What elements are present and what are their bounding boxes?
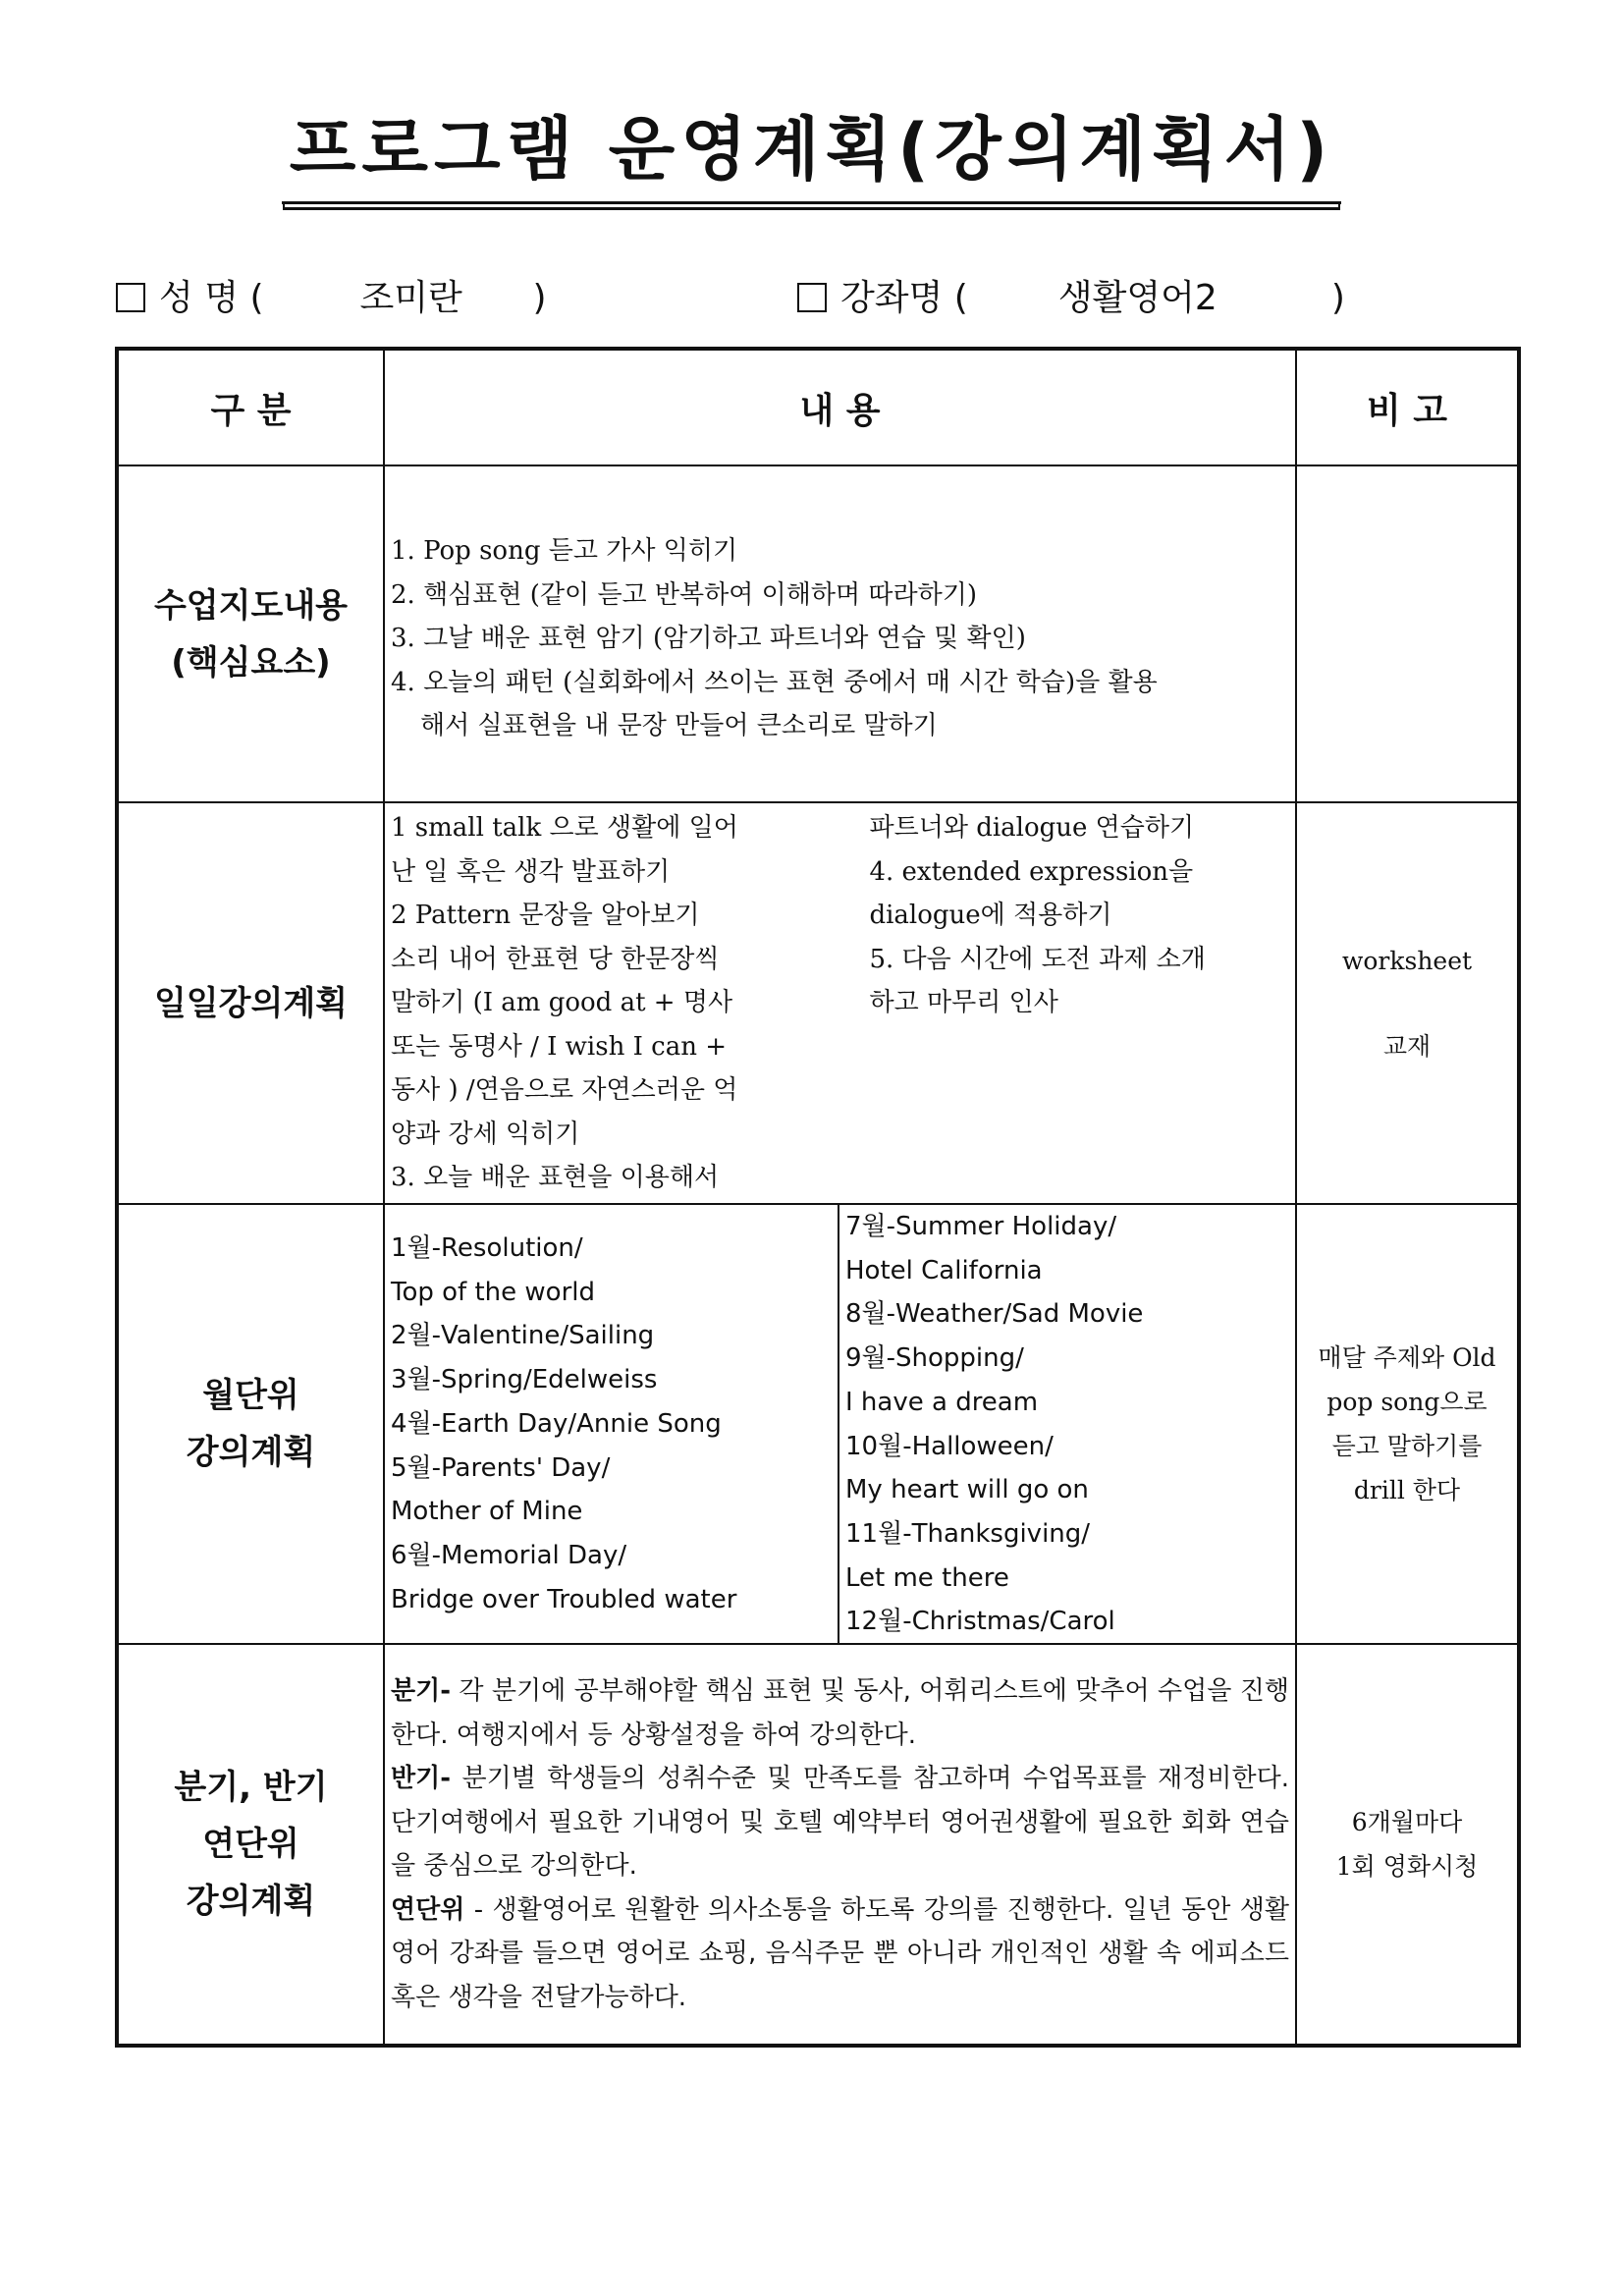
note-line: drill 한다	[1353, 1476, 1461, 1504]
month-line: 12월-Christmas/Carol	[845, 1607, 1115, 1637]
row-category	[117, 1204, 384, 1644]
row-content	[384, 465, 1296, 802]
plan-table	[115, 347, 1521, 2048]
table-row-monthly-plan	[117, 1204, 1519, 1644]
row-content	[384, 1644, 1296, 2046]
month-line: Let me there	[845, 1562, 1009, 1593]
month-line: 4월-Earth Day/Annie Song	[391, 1408, 722, 1439]
note-line: 매달 주제와 Old	[1318, 1343, 1496, 1372]
content-line: 난 일 혹은 생각 발표하기	[391, 856, 671, 887]
category-line: 연단위	[202, 1825, 299, 1864]
paragraph-label: 연단위	[391, 1894, 465, 1925]
checkbox-icon	[116, 283, 145, 312]
month-line: My heart will go on	[845, 1475, 1089, 1505]
month-line: 7월-Summer Holiday/	[845, 1212, 1117, 1241]
note-line: 6개월마다	[1351, 1808, 1463, 1836]
course-label: 강좌명 (	[840, 278, 968, 318]
row-note	[1296, 465, 1519, 802]
quarter-paragraph	[391, 1669, 1289, 1757]
content-line: 5. 다음 시간에 도전 과제 소개	[869, 944, 1206, 974]
monthly-right-column	[839, 1205, 1295, 1643]
category-line: 월단위	[202, 1376, 299, 1415]
row-category	[117, 1644, 384, 2046]
row-content	[384, 802, 1296, 1204]
content-line: 또는 동명사 / I wish I can +	[391, 1031, 727, 1062]
daily-right-column	[869, 806, 1289, 1200]
month-line: Bridge over Troubled water	[391, 1584, 737, 1614]
content-line: 해서 실표현을 내 문장 만들어 큰소리로 말하기	[420, 711, 938, 741]
table-row-core-content	[117, 465, 1519, 802]
paragraph-label: 반기-	[391, 1764, 452, 1793]
table-row-quarterly-plan	[117, 1644, 1519, 2046]
note-line: pop song으로	[1326, 1388, 1488, 1416]
month-line: Hotel California	[845, 1255, 1043, 1285]
course-value: 생활영어2	[1057, 278, 1217, 318]
row-category	[117, 465, 384, 802]
paragraph-text: 분기별 학생들의 성취수준 및 만족도를 참고하며 수업목표를 재정비한다. 단기여행에서 필요한 기내영어 및 호텔 예약부터 영어권생활에 필요한 회화 연습을 중심으로 강의한다.	[391, 1764, 1289, 1881]
month-line: 6월-Memorial Day/	[391, 1540, 627, 1570]
month-line: 10월-Halloween/	[845, 1431, 1054, 1461]
month-line: 8월-Weather/Sad Movie	[845, 1299, 1144, 1330]
month-line: 3월-Spring/Edelweiss	[391, 1365, 658, 1395]
month-line: 11월-Thanksgiving/	[845, 1518, 1091, 1549]
category-line: 수업지도내용	[153, 585, 349, 626]
category-line: 강의계획	[186, 1882, 316, 1921]
month-line: 1월-Resolution/	[391, 1233, 583, 1263]
month-line: Mother of Mine	[391, 1497, 583, 1527]
title-text: 프로그램 운영계획(강의계획서)	[282, 94, 1341, 204]
paragraph-label: 분기-	[391, 1676, 452, 1706]
category-line: 일일강의계획	[153, 983, 349, 1023]
month-line: 9월-Shopping/	[845, 1343, 1024, 1374]
content-line: 1. Pop song 듣고 가사 익히기	[391, 536, 738, 567]
content-line: 4. 오늘의 패턴 (실회화에서 쓰이는 표현 중에서 매 시간 학습)을 활용	[391, 667, 1158, 697]
month-line: Top of the world	[391, 1277, 595, 1307]
note-line: 듣고 말하기를	[1331, 1432, 1483, 1460]
content-line: dialogue에 적용하기	[869, 901, 1112, 931]
note-line: 1회 영화시청	[1335, 1852, 1479, 1881]
name-close: )	[532, 278, 547, 318]
header-category: 구 분	[117, 349, 384, 465]
document-title	[0, 94, 1623, 204]
course-name-field	[797, 275, 1345, 322]
paragraph-text: - 생활영어로 원활한 의사소통을 하도록 강의를 진행한다. 일년 동안 생활영어 강좌를 들으면 영어로 쇼핑, 음식주문 뿐 아니라 개인적인 생활 속 에피소드 혹은 생각을 전달가능하다.	[391, 1894, 1289, 2012]
course-close: )	[1330, 278, 1345, 318]
year-paragraph	[391, 1888, 1289, 2020]
name-label: 성 명 (	[159, 278, 264, 318]
content-line: 하고 마무리 인사	[869, 988, 1058, 1018]
content-line: 3. 오늘 배운 표현을 이용해서	[391, 1163, 720, 1193]
note-line: 교재	[1382, 1031, 1432, 1061]
table-row-daily-plan	[117, 802, 1519, 1204]
content-line: 3. 그날 배운 표현 암기 (암기하고 파트너와 연습 및 확인)	[391, 624, 1026, 654]
category-line: (핵심요소)	[171, 642, 331, 683]
paragraph-text: 각 분기에 공부해야할 핵심 표현 및 동사, 어휘리스트에 맞추어 수업을 진행한다. 여행지에서 등 상황설정을 하여 강의한다.	[391, 1676, 1289, 1750]
month-line: 5월-Parents' Day/	[391, 1452, 611, 1483]
month-line: I have a dream	[845, 1387, 1039, 1417]
content-line: 말하기 (I am good at + 명사	[391, 988, 733, 1018]
content-line: 양과 강세 익히기	[391, 1119, 580, 1149]
table-header-row	[117, 349, 1519, 465]
instructor-name-field	[116, 275, 547, 322]
content-line: 동사 ) /연음으로 자연스러운 억	[391, 1075, 738, 1106]
category-line: 분기, 반기	[174, 1768, 328, 1807]
content-line: 소리 내어 한표현 당 한문장씩	[391, 944, 720, 974]
row-note	[1296, 1204, 1519, 1644]
half-year-paragraph	[391, 1757, 1289, 1888]
row-category	[117, 802, 384, 1204]
header-content: 내 용	[384, 349, 1296, 465]
row-content	[384, 1204, 1296, 1644]
row-note	[1296, 802, 1519, 1204]
daily-left-column	[391, 806, 820, 1200]
name-value: 조미란	[359, 278, 462, 318]
header-note: 비 고	[1296, 349, 1519, 465]
content-line: 4. extended expression을	[869, 856, 1194, 887]
monthly-left-column	[385, 1205, 839, 1643]
content-line: 2. 핵심표현 (같이 듣고 반복하여 이해하며 따라하기)	[391, 579, 978, 610]
checkbox-icon	[797, 283, 827, 312]
category-line: 강의계획	[186, 1433, 316, 1472]
row-note	[1296, 1644, 1519, 2046]
content-line: 1 small talk 으로 생활에 일어	[391, 813, 738, 844]
month-line: 2월-Valentine/Sailing	[391, 1321, 655, 1351]
note-line: worksheet	[1341, 946, 1473, 975]
content-line: 2 Pattern 문장을 알아보기	[391, 901, 700, 931]
content-line: 파트너와 dialogue 연습하기	[869, 813, 1195, 844]
